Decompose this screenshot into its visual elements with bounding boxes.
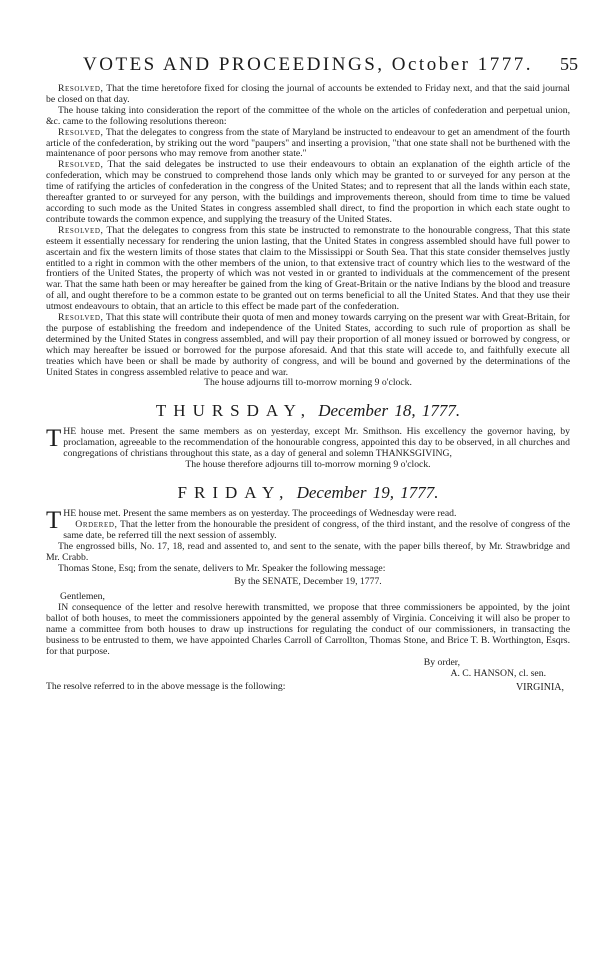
thursday-day: THURSDAY, xyxy=(155,401,312,421)
thursday-heading xyxy=(46,401,570,421)
thursday-text: HE house met. Present the same members as on yesterday, except Mr. Smithson. His excellency the governor having, by proclamation, agreeable to the recommendation of the honourable congress, appointed this day to be observed, in all churches and congregations of christians throughout this state, as a day of general and solemn THANKSGIVING, xyxy=(63,426,570,460)
ordered-text: That the letter from the honourable the president of congress, of the third instant, and the resolve of congress of the same date, be referred till the next session of assembly. xyxy=(63,518,570,541)
ordered-label: Ordered, xyxy=(75,518,118,530)
resolution-4 xyxy=(46,226,570,313)
catchword: VIRGINIA, xyxy=(515,681,564,693)
senate-message: IN consequence of the letter and resolve herewith transmitted, we propose that three commissioners be appointed, by the joint ballot of both houses, to meet the commissioners appointed by the general assembly of Virginia. Conceiving it will also be proper to name a committee from both houses to draw up instructions for regulating the conduct of our commissioners, in transacting the business to be entrusted to them, we have appointed Charles Carroll of Carrollton, Thomas Stone, and Brice T. B. Worthington, Esqrs. for that purpose. xyxy=(46,602,570,657)
resolved-label: Resolved, xyxy=(58,159,104,171)
resolved-label: Resolved, xyxy=(58,312,104,324)
thursday-initial: T xyxy=(46,425,62,453)
friday-date: December 19, 1777. xyxy=(296,483,439,502)
resolution-2 xyxy=(46,128,570,161)
resolution-2-text: That the delegates to congress from the state of Maryland be instructed to endeavour to get an amendment of the fourth article of the confederation, by striking out the word "paupers" and inserting a provision, "that one state shall not be burthened with the maintenance of poor persons who may remove from another state." xyxy=(46,126,570,160)
resolution-4-text: That the delegates to congress from this state be instructed to remonstrate to the honourable congress, That this state esteem it essentially necessary for rendering the union lasting, that the United States in congress assembled should have full power to ascertain and fix the western limits of those states that claim to the Mississippi or South Sea. That this state consider themselves justly entitled to a right in common with the other members of the union, to that extensive tract of country which lies to the westward of the frontiers of the United States, the property of which was not vested in or granted to individuals at the commencement of the present war. That the same hath been or may hereafter be gained from the king of Great-Britain or the native Indians by the blood and treasure of all, and ought therefore to be a common estate to be granted out on terms beneficial to all the United States. And that they use their utmost endeavours to obtain, that an article to this effect be made part of the confederation. xyxy=(46,224,571,313)
resolved-label: Resolved, xyxy=(58,224,104,236)
ordered-paragraph xyxy=(46,520,570,542)
header-title: VOTES AND PROCEEDINGS, October 1777. xyxy=(83,54,533,75)
thursday-adjournment: The house therefore adjourns till to-morrow morning 9 o'clock. xyxy=(185,459,431,471)
resolved-label: Resolved, xyxy=(58,83,104,94)
page-number: 55 xyxy=(560,54,578,74)
page-header xyxy=(46,54,578,84)
stone-delivery: Thomas Stone, Esq; from the senate, delivers to Mr. Speaker the following message: xyxy=(58,562,386,574)
resolved-label: Resolved, xyxy=(58,126,104,138)
resolution-5 xyxy=(46,313,570,378)
resolution-1-text: That the time heretofore fixed for closing the journal of accounts be extended to Friday next, and that the said journal be closed on that day. xyxy=(46,83,570,105)
resolution-5-text: That this state will contribute their quota of men and money towards carrying on the present war with Great-Britain, for the purpose of establishing the freedom and independence of the United States, according to such rule of proportion as shall be determined by the United States in congress assembled, and will pay their proportion of all money issued or borrowed by congress, or which may hereafter be issued or borrowed for the purpose aforesaid. And that this state will accede to, and faithfully execute all treaties which have been or shall be made by authority of congress, and will be bound and governed by the determinations of the United States in congress assembled relative to peace and war. xyxy=(46,312,571,378)
document-page xyxy=(46,54,578,954)
friday-text: HE house met. Present the same members as on yesterday. The proceedings of Wednesday were read. xyxy=(63,508,457,519)
senate-heading: By the SENATE, December 19, 1777. xyxy=(234,576,382,588)
by-order: By order, xyxy=(423,656,460,668)
resolve-reference: The resolve referred to in the above message is the following: xyxy=(46,680,286,692)
resolution-3 xyxy=(46,160,570,225)
thursday-paragraph xyxy=(46,427,570,460)
friday-initial: T xyxy=(46,507,62,534)
resolution-3-text: That the said delegates be instructed to use their endeavours to obtain an explanation of the eighth article of the confederation, which may be construed to comprehend those lands only which may be granted to or surveyed for any person at the time of ratifying the articles of confederation in the congress of the United States; and to represent that all the lands within each state, thereafter granted to or surveyed for any person, with the buildings and improvements thereon, should from time to time be valued according to such mode as the United States in congress assembled shall direct, to find the proportion in which each state ought to contribute towards the common expence, and supplying the treasury of the United States. xyxy=(46,159,571,225)
engrossed-bills: The engrossed bills, No. 17, 18, read and assented to, and sent to the senate, with the paper bills thereof, by Mr. Strawbridge and Mr. Crabb. xyxy=(46,540,570,563)
thursday-date: December 18, 1777. xyxy=(318,401,461,421)
resolution-intro: The house taking into consideration the report of the committee of the whole on the articles of confederation and perpetual union, &c. came to the following resolutions thereon: xyxy=(46,104,570,127)
salutation: Gentlemen, xyxy=(60,591,105,603)
friday-heading xyxy=(46,483,570,503)
resolution-1 xyxy=(46,84,570,106)
adjournment-wednesday: The house adjourns till to-morrow morning 9 o'clock. xyxy=(204,377,412,389)
friday-day: FRIDAY, xyxy=(177,483,291,502)
signature: A. C. HANSON, cl. sen. xyxy=(450,667,546,679)
bottom-row xyxy=(46,682,570,693)
